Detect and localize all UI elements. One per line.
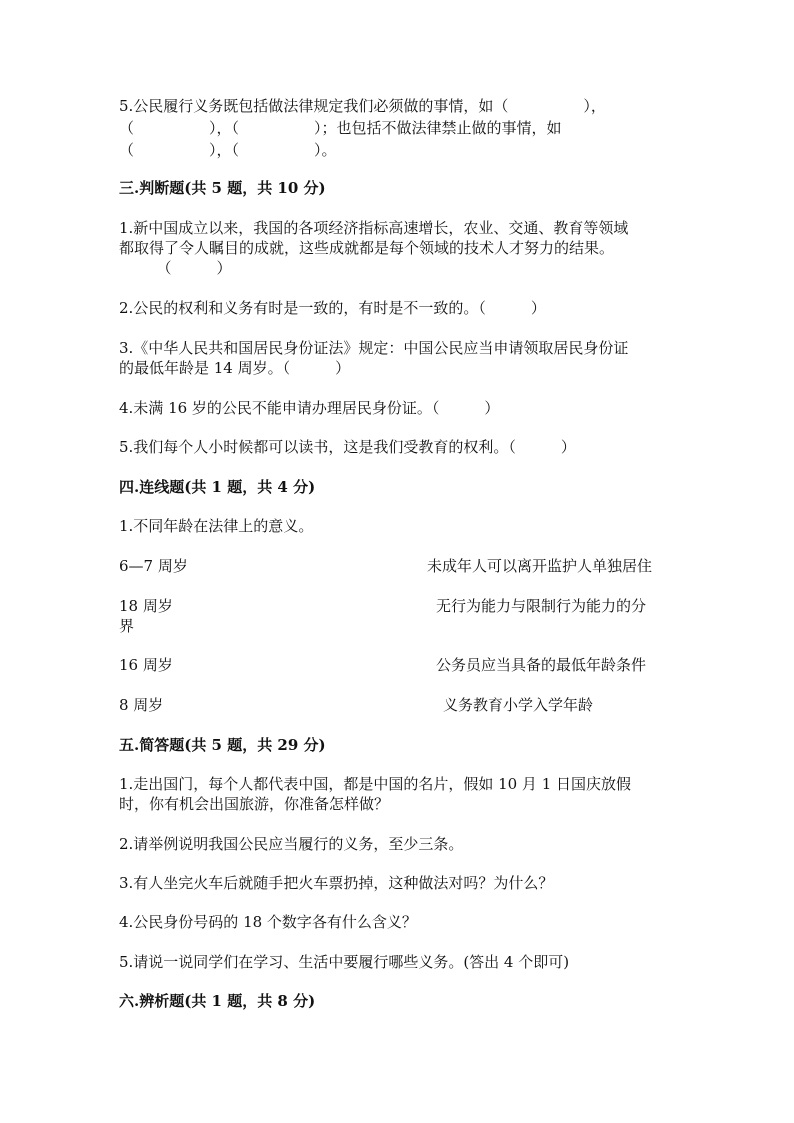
judge-question-1-line-2: 都取得了令人瞩目的成就，这些成就都是每个领域的技术人才努力的结果。: [119, 239, 615, 257]
short-question-3: 3.有人坐完火车后就随手把火车票扔掉，这种做法对吗？为什么？: [119, 874, 554, 892]
judge-question-3-line-2: 的最低年龄是 14 周岁。（ ）: [119, 359, 351, 377]
judge-question-4: 4.未满 16 岁的公民不能申请办理居民身份证。（ ）: [119, 399, 500, 417]
fill-question-5-line-3: （ ），（ ）。: [119, 141, 337, 159]
match-left-item-1: 6—7 周岁: [119, 557, 188, 575]
match-right-item-1: 未成年人可以离开监护人单独居住: [427, 557, 653, 575]
short-question-1-line-2: 时，你有机会出国旅游，你准备怎样做？: [119, 795, 390, 813]
short-question-5: 5.请说一说同学们在学习、生活中要履行哪些义务。(答出 4 个即可): [119, 953, 570, 971]
short-question-1-line-1: 1.走出国门，每个人都代表中国，都是中国的名片，假如 10 月 1 日国庆放假: [119, 775, 632, 793]
judge-question-1-line-1: 1.新中国成立以来，我国的各项经济指标高速增长，农业、交通、教育等领域: [119, 219, 629, 237]
fill-question-5-line-1: 5.公民履行义务既包括做法律规定我们必须做的事情，如（ ），: [119, 97, 606, 115]
match-right-item-2-wrap: 界: [119, 617, 135, 635]
match-right-item-2: 无行为能力与限制行为能力的分: [436, 597, 647, 615]
match-right-item-4: 义务教育小学入学年龄: [443, 696, 594, 714]
match-left-item-2: 18 周岁: [119, 597, 173, 615]
fill-question-5-line-2: （ ），（ ）；也包括不做法律禁止做的事情，如: [119, 119, 562, 137]
match-left-item-4: 8 周岁: [119, 696, 164, 714]
match-right-item-3: 公务员应当具备的最低年龄条件: [436, 656, 647, 674]
section-6-heading: 六.辨析题(共 1 题，共 8 分): [119, 992, 316, 1010]
judge-question-5: 5.我们每个人小时候都可以读书，这是我们受教育的权利。（ ）: [119, 438, 576, 456]
section-5-heading: 五.简答题(共 5 题，共 29 分): [119, 736, 326, 754]
short-question-4: 4.公民身份号码的 18 个数字各有什么含义？: [119, 913, 417, 931]
section-3-heading: 三.判断题(共 5 题，共 10 分): [119, 179, 326, 197]
match-left-item-3: 16 周岁: [119, 656, 173, 674]
judge-question-3-line-1: 3.《中华人民共和国居民身份证法》规定：中国公民应当申请领取居民身份证: [119, 339, 629, 357]
short-question-2: 2.请举例说明我国公民应当履行的义务，至少三条。: [119, 835, 464, 853]
judge-question-2: 2.公民的权利和义务有时是一致的，有时是不一致的。（ ）: [119, 299, 546, 317]
match-question-1: 1.不同年龄在法律上的意义。: [119, 517, 314, 535]
section-4-heading: 四.连线题(共 1 题，共 4 分): [119, 478, 316, 496]
judge-question-1-line-3: （ ）: [119, 259, 232, 277]
